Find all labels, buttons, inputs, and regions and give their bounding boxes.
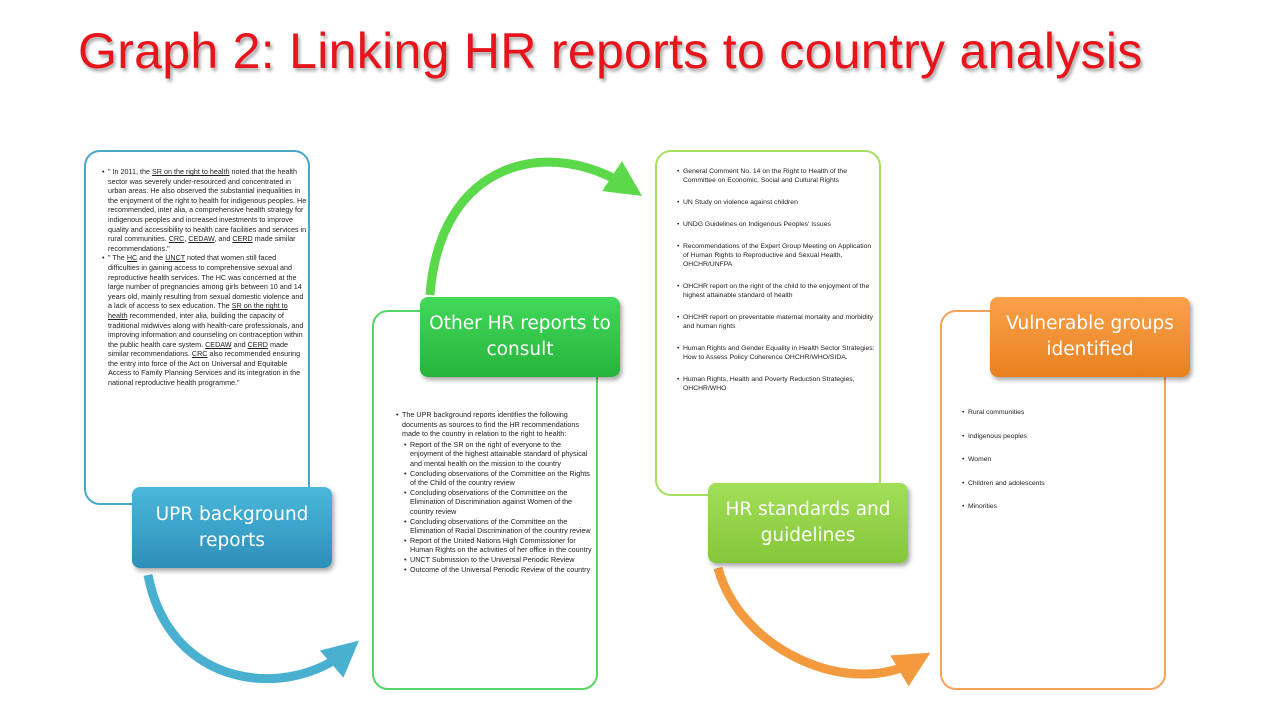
list-item: • Children and adolescents bbox=[962, 479, 1162, 488]
list-item: • Women bbox=[962, 455, 1162, 464]
list-item: • Human Rights and Gender Equality in Health Sector Strategies: How to Assess Policy Coherence OHCHR/WHO/SIDA. bbox=[677, 344, 877, 362]
list-item: • General Comment No. 14 on the Right to Health of the Committee on Economic, Social and Cultural Rights bbox=[677, 167, 877, 185]
list-item: • " The HC and the UNCT noted that women still faced difficulties in gaining access to comprehensive sexual and reproductive health services. The HC was concerned at the large number of pregnancies among girls between 10 and 14 years old, mainly resulting from sexual domestic violence and a lack of access to sex education. The SR on the right to health recommended, inter alia, building the capacity of traditional midwives along with health-care professionals, and improving information and counseling on contraception within the public health care system. CEDAW and CERD made similar recommendations. CRC also recommended ensuring the entry into force of the Act on Universal and Equitable Access to Family Planning Services and its integration in the national reproductive health programme." bbox=[102, 253, 307, 387]
list-item: • Concluding observations of the Committee on the Rights of the Child of the country review bbox=[404, 469, 596, 488]
standards-card bbox=[655, 150, 881, 496]
list-item: • UNCT Submission to the Universal Periodic Review bbox=[404, 555, 596, 565]
list-item: • The UPR background reports identifies the following documents as sources to find the HR recommendations made to the country in relation to the right to health: • Report of the SR on the right of everyone to the enjoyment of the highest attainable standard of physical and mental health on the mission to the country • Concluding observations of the Committee on the Rights of the Child of the country review • Concluding observations of the Committee on the Elimination of Discrimination against Women of the country review • Concluding observations of the Committee on the Elimination of Racial Discrimination of the country review • Report of the United Nations High Commissioner for Human Rights on the activities of her office in the country • UNCT Submission to the Universal Periodic Review • Outcome of the Universal Periodic Review of the country bbox=[396, 410, 596, 574]
list-item: • " In 2011, the SR on the right to health noted that the health sector was severely under-resourced and concentrated in urban areas. He also observed the substantial inequalities in the enjoyment of the right to health for indigenous peoples. He recommended, inter alia, a comprehensive health strategy for indigenous peoples and increased investments to improve quality and accessibility to health care facilities and services in rural communities. CRC, CEDAW, and CERD made similar recommendations." bbox=[102, 167, 307, 253]
arrow-other-to-standards bbox=[430, 162, 630, 295]
list-item: • OHCHR report on the right of the child to the enjoyment of the highest attainable standard of health bbox=[677, 282, 877, 300]
list-item: • Concluding observations of the Committee on the Elimination of Discrimination against Women of the country review bbox=[404, 488, 596, 517]
list-item: • Report of the United Nations High Commissioner for Human Rights on the activities of her office in the country bbox=[404, 536, 596, 555]
standards-label: HR standards and guidelines bbox=[708, 483, 908, 563]
other-reports-list bbox=[390, 410, 596, 574]
page-title: Graph 2: Linking HR reports to country analysis bbox=[78, 23, 1143, 79]
upr-card bbox=[84, 150, 310, 505]
other-reports-label: Other HR reports to consult bbox=[420, 297, 620, 377]
vulnerable-groups-list bbox=[956, 408, 1162, 526]
list-item: • Report of the SR on the right of everyone to the enjoyment of the highest attainable standard of physical and mental health on the mission to the country bbox=[404, 440, 596, 469]
list-item: • Minorities bbox=[962, 502, 1162, 511]
list-item: • OHCHR report on preventable maternal mortality and morbidity and human rights bbox=[677, 313, 877, 331]
vulnerable-groups-label: Vulnerable groups identified bbox=[990, 297, 1190, 377]
list-item: • UN Study on violence against children bbox=[677, 198, 877, 207]
upr-label: UPR background reports bbox=[132, 487, 332, 568]
upr-quotes-list bbox=[96, 167, 307, 388]
arrow-standards-to-vulnerable bbox=[718, 568, 918, 674]
other-reports-sublist bbox=[402, 440, 596, 574]
list-item: • Outcome of the Universal Periodic Review of the country bbox=[404, 565, 596, 575]
list-item: • Concluding observations of the Committee on the Elimination of Racial Discrimination of the country review bbox=[404, 517, 596, 536]
list-item: • Rural communities bbox=[962, 408, 1162, 417]
standards-list bbox=[671, 167, 877, 406]
list-item: • Indigenous peoples bbox=[962, 432, 1162, 441]
list-item: • Human Rights, Health and Poverty Reduction Strategies, OHCHR/WHO bbox=[677, 375, 877, 393]
arrow-upr-to-other bbox=[148, 575, 348, 679]
list-item: • Recommendations of the Expert Group Meeting on Application of Human Rights to Reproductive and Sexual Health, OHCHR/UNFPA bbox=[677, 242, 877, 269]
list-item: • UNDG Guidelines on Indigenous Peoples' Issues bbox=[677, 220, 877, 229]
